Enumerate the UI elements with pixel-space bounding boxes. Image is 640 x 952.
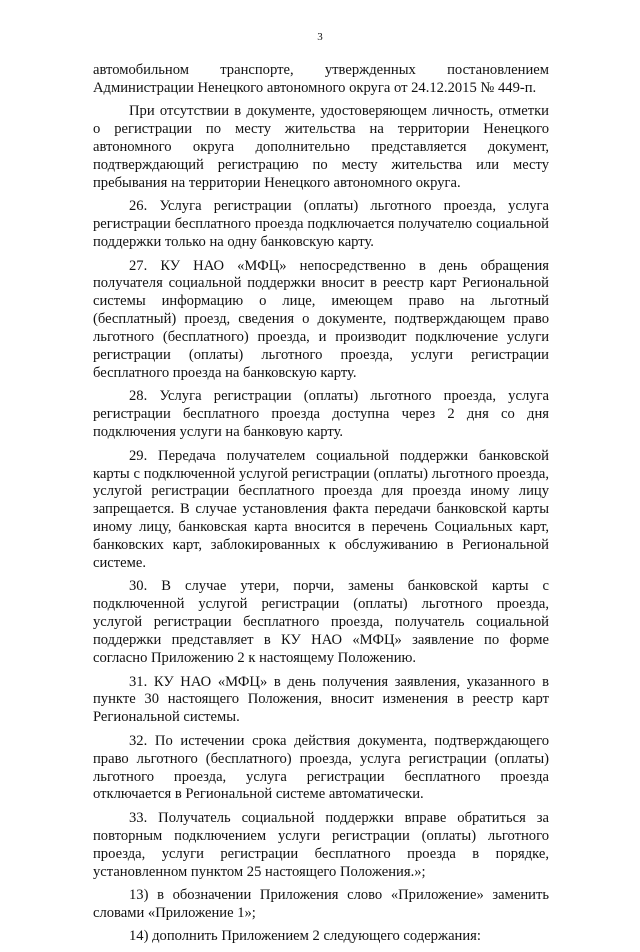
paragraph-item-31: 31. КУ НАО «МФЦ» в день получения заявления, указанного в пункте 30 настоящего Положения, вносит изменения в реестр карт Региональной системы. [93,673,549,726]
paragraph-item-29: 29. Передача получателем социальной поддержки банковской карты с подключенной услугой регистрации (оплаты) льготного проезда, услугой регистрации бесплатного проезда для проезда иному лицу запрещается. В случае установления факта передачи банковской карты иному лицу, банковская карта вносится в перечень Социальных карт, банковских карт, заблокированных к обслуживанию в Региональной системе. [93,447,549,572]
paragraph-item-33: 33. Получатель социальной поддержки вправе обратиться за повторным подключением услуги регистрации (оплаты) льготного проезда, услуги регистрации бесплатного проезда в порядке, установленном пунктом 25 настоящего Положения.»; [93,809,549,880]
paragraph-item-30: 30. В случае утери, порчи, замены банковской карты с подключенной услугой регистрации (оплаты) льготного проезда, услугой регистрации бесплатного проезда, получатель социальной поддержки представляет в КУ НАО «МФЦ» заявление по форме согласно Приложению 2 к настоящему Положению. [93,578,549,667]
page-number: 3 [317,31,323,43]
paragraph-item-27: 27. КУ НАО «МФЦ» непосредственно в день обращения получателя социальной поддержки вносит в реестр карт Региональной системы информацию о лице, имеющем право на льготный (бесплатный) проезд, сведения о документе, подтверждающем право льготного (бесплатного) проезда, и производит подключение услуги регистрации (оплаты) льготного проезда, услуги регистрации бесплатного проезда на банковскую карту. [93,257,549,381]
paragraph-continuation: автомобильном транспорте, утвержденных постановлением Администрации Ненецкого автономного округа от 24.12.2015 № 449-п. [93,62,549,96]
paragraph-item-26: 26. Услуга регистрации (оплаты) льготного проезда, услуга регистрации бесплатного проезда подключается получателю социальной поддержки только на одну банковскую карту. [93,198,549,251]
document-body [93,62,549,952]
paragraph-registration-note: При отсутствии в документе, удостоверяющем личность, отметки о регистрации по месту жительства на территории Ненецкого автономного округа дополнительно представляется документ, подтверждающий регистрацию по месту жительства или месту пребывания на территории Ненецкого автономного округа. [93,103,549,191]
paragraph-item-28: 28. Услуга регистрации (оплаты) льготного проезда, услуга регистрации бесплатного проезда доступна через 2 дня со дня подключения услуги на банковую карту. [93,388,549,441]
paragraph-amendment-13: 13) в обозначении Приложения слово «Приложение» заменить словами «Приложение 1»; [93,886,549,921]
paragraph-amendment-14: 14) дополнить Приложением 2 следующего содержания: [129,928,481,945]
paragraph-item-32: 32. По истечении срока действия документа, подтверждающего право льготного (бесплатного) проезда, услуга регистрации (оплаты) льготного проезда, услуга регистрации бесплатного проезда отключается в Региональной системе автоматически. [93,732,549,803]
